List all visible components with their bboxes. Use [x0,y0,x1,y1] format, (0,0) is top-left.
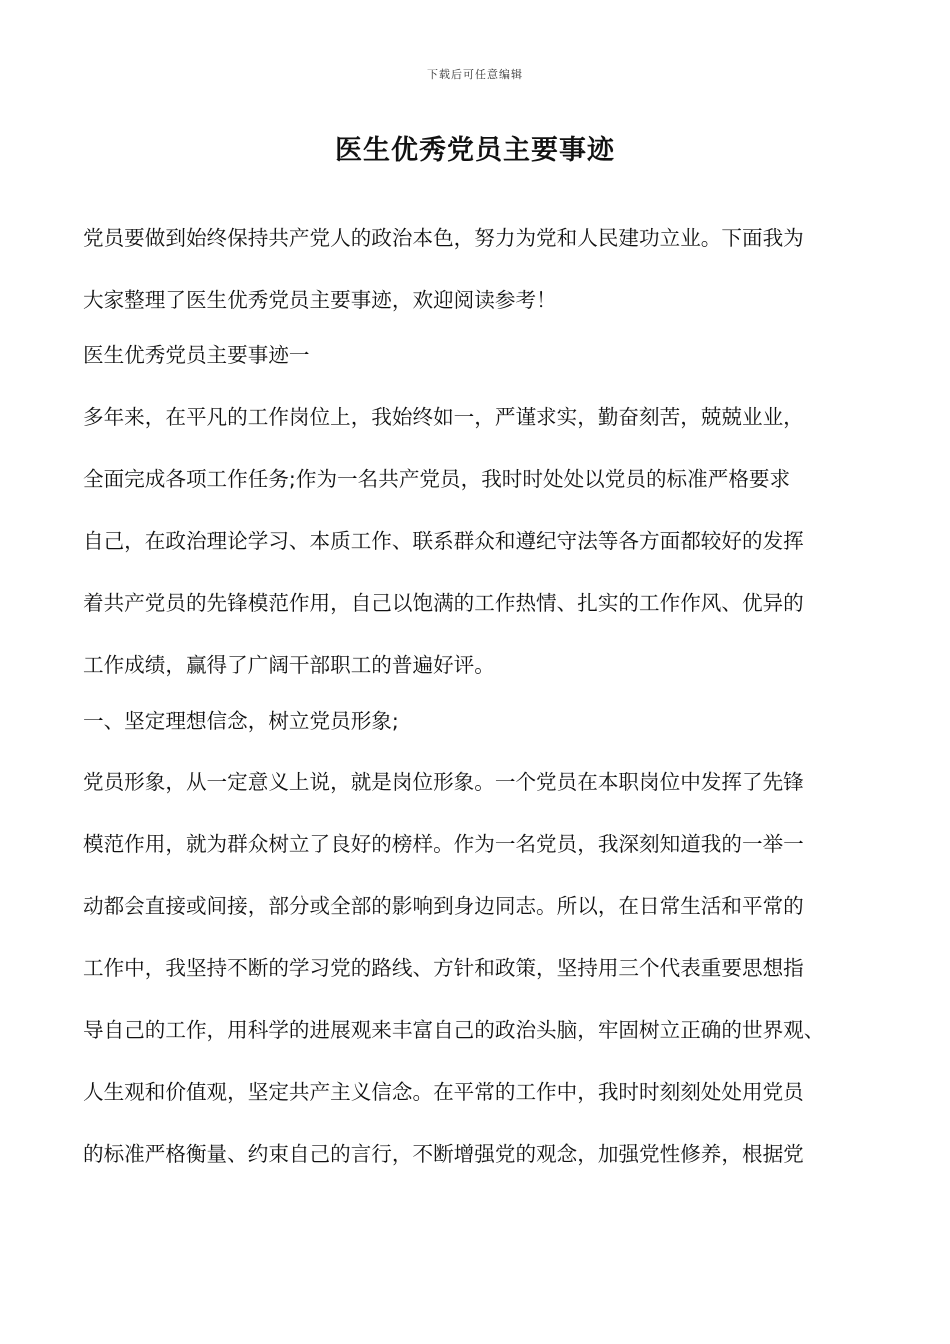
body-line: 的标准严格衡量、约束自己的言行，不断增强党的观念，加强党性修养，根据党 [83,1142,804,1166]
body-line: 着共产党员的先锋模范作用，自己以饱满的工作热情、扎实的工作作风、优异的 [83,591,804,615]
body-line: 导自己的工作，用科学的进展观来丰富自己的政治头脑，牢固树立正确的世界观、 [83,1018,825,1042]
header-note: 下载后可任意编辑 [427,68,523,81]
body-line: 全面完成各项工作任务;作为一名共产党员，我时时处处以党员的标准严格要求 [83,467,791,491]
body-line: 党员形象，从一定意义上说，就是岗位形象。一个党员在本职岗位中发挥了先锋 [83,770,804,794]
body-line: 模范作用，就为群众树立了良好的榜样。作为一名党员，我深刻知道我的一举一 [83,832,804,856]
body-line: 多年来，在平凡的工作岗位上，我始终如一，严谨求实，勤奋刻苦，兢兢业业， [83,405,804,429]
body-line: 人生观和价值观，坚定共产主义信念。在平常的工作中，我时时刻刻处处用党员 [83,1080,804,1104]
intro-line-2: 大家整理了医生优秀党员主要事迹，欢迎阅读参考！ [83,288,557,312]
body-line: 动都会直接或间接，部分或全部的影响到身边同志。所以，在日常生活和平常的 [83,894,804,918]
subheading: 一、坚定理想信念，树立党员形象; [83,709,399,733]
body-line: 自己，在政治理论学习、本质工作、联系群众和遵纪守法等各方面都较好的发挥 [83,529,804,553]
body-line: 工作成绩，赢得了广阔干部职工的普遍好评。 [83,653,495,677]
document-title: 医生优秀党员主要事迹 [335,135,615,166]
intro-line-1: 党员要做到始终保持共产党人的政治本色，努力为党和人民建功立业。下面我为 [83,226,804,250]
body-line: 工作中，我坚持不断的学习党的路线、方针和政策，坚持用三个代表重要思想指 [83,956,804,980]
section-heading: 医生优秀党员主要事迹一 [83,343,310,367]
